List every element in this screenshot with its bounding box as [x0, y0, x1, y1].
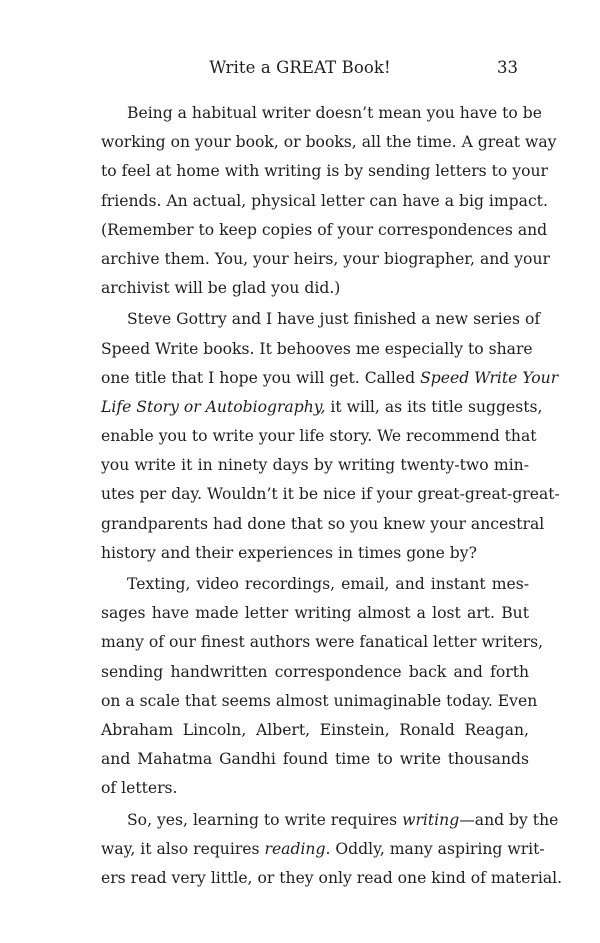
text-line: [101, 570, 529, 599]
text-run: sending handwritten correspondence back and forth: [101, 662, 529, 681]
text-run: enable you to write your life story. We recommend that: [101, 427, 537, 446]
text-run: way, it also requires: [101, 839, 265, 858]
paragraph: [101, 99, 557, 303]
text-run: Abraham Lincoln, Albert, Einstein, Ronald Reagan,: [101, 720, 529, 739]
text-line: [101, 187, 548, 216]
text-run: on a scale that seems almost unimaginable today. Even: [101, 691, 538, 710]
text-line: [101, 510, 545, 539]
text-run: Texting, video recordings, email, and instant mes-: [127, 575, 529, 593]
text-line: [101, 393, 543, 422]
text-line: [101, 422, 537, 451]
text-line: [101, 539, 529, 568]
text-run: one title that I hope you will get. Called: [101, 368, 421, 387]
paragraph: [101, 305, 560, 568]
text-line: [101, 745, 529, 774]
paragraph: [101, 570, 544, 804]
text-line: [101, 216, 548, 245]
text-line: [101, 774, 529, 803]
text-line: [101, 364, 559, 393]
book-title: Write a GREAT Book!: [209, 58, 391, 77]
text-line: [101, 687, 538, 716]
text-line: [101, 157, 548, 186]
text-run: utes per day. Wouldn’t it be nice if your great-great-great-: [101, 485, 560, 504]
text-run: history and their experiences in times gone by?: [101, 543, 477, 562]
text-line: [101, 305, 541, 334]
running-head: [0, 56, 600, 80]
text-line: [101, 99, 542, 128]
italic-text: Speed Write Your: [420, 368, 559, 387]
text-line: [101, 274, 529, 303]
text-line: [101, 864, 563, 893]
text-run: many of our finest authors were fanatical letter writers,: [101, 633, 544, 652]
text-line: [101, 245, 550, 274]
text-run: friends. An actual, physical letter can have a big impact.: [101, 191, 548, 210]
text-line: [101, 835, 545, 864]
text-run: sages have made letter writing almost a lost art. But: [101, 604, 529, 623]
text-line: [101, 128, 557, 157]
italic-text: reading: [264, 839, 326, 858]
page-number: 33: [497, 58, 518, 77]
text-line: [101, 658, 529, 687]
text-run: and Mahatma Gandhi found time to write thousands: [101, 750, 529, 769]
text-run: working on your book, or books, all the time. A great way: [101, 133, 557, 152]
text-run: Speed Write books. It behooves me especially to share: [101, 339, 533, 358]
text-run: archivist will be glad you did.): [101, 279, 341, 298]
text-run: of letters.: [101, 779, 178, 798]
text-run: So, yes, learning to write requires: [127, 810, 403, 829]
text-run: . Oddly, many aspiring writ-: [325, 839, 545, 858]
text-run: archive them. You, your heirs, your biographer, and your: [101, 249, 550, 268]
text-line: [101, 335, 533, 364]
text-run: to feel at home with writing is by sending letters to your: [101, 162, 548, 181]
text-run: (Remember to keep copies of your correspondences and: [101, 220, 548, 239]
text-line: [101, 628, 544, 657]
text-run: —and by the: [459, 810, 559, 829]
text-line: [101, 480, 560, 509]
text-line: [101, 451, 529, 480]
text-run: Being a habitual writer doesn’t mean you have to be: [127, 104, 542, 122]
text-line: [101, 806, 559, 835]
body-text: [101, 99, 563, 893]
text-run: ers read very little, or they only read one kind of material.: [101, 868, 563, 887]
text-line: [101, 716, 529, 745]
italic-text: writing: [402, 810, 460, 829]
paragraph: [101, 806, 563, 894]
text-run: Steve Gottry and I have just finished a new series of: [127, 310, 541, 329]
text-run: you write it in ninety days by writing twenty-two min-: [101, 456, 529, 475]
text-line: [101, 599, 529, 628]
text-run: it will, as its title suggests,: [325, 397, 543, 416]
text-run: grandparents had done that so you knew your ancestral: [101, 514, 545, 533]
italic-text: Life Story or Autobiography,: [101, 397, 326, 416]
